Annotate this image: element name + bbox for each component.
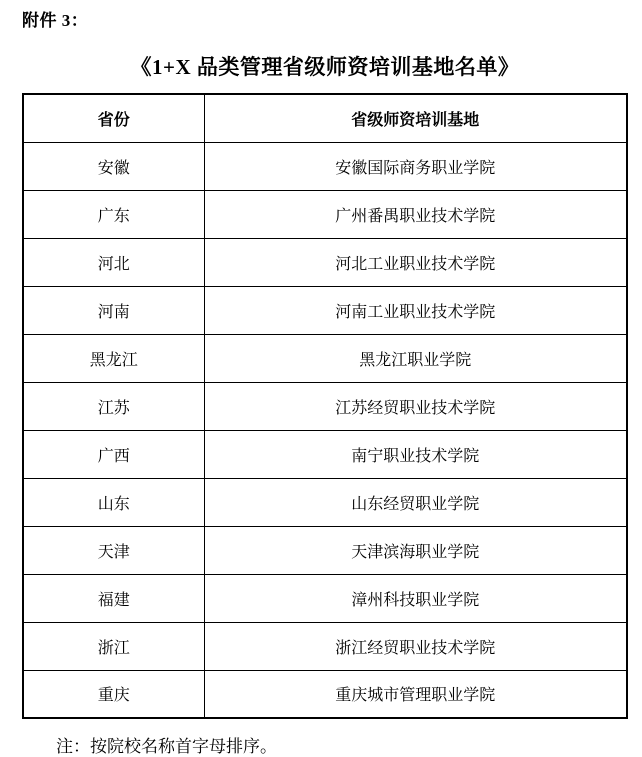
training-base-cell: 江苏经贸职业技术学院 — [204, 382, 627, 430]
province-cell: 重庆 — [23, 670, 204, 718]
training-base-cell: 河北工业职业技术学院 — [204, 238, 627, 286]
province-cell: 广西 — [23, 430, 204, 478]
table-row — [23, 334, 627, 382]
table-row — [23, 670, 627, 718]
province-cell: 黑龙江 — [23, 334, 204, 382]
province-cell: 浙江 — [23, 622, 204, 670]
training-base-cell: 河南工业职业技术学院 — [204, 286, 627, 334]
training-base-cell: 浙江经贸职业技术学院 — [204, 622, 627, 670]
province-cell: 广东 — [23, 190, 204, 238]
province-cell: 天津 — [23, 526, 204, 574]
page-title: 《1+X 品类管理省级师资培训基地名单》 — [130, 55, 520, 79]
table-row — [23, 382, 627, 430]
column-header-province: 省份 — [23, 94, 204, 142]
table-row — [23, 190, 627, 238]
table-body — [23, 142, 627, 718]
table-row — [23, 526, 627, 574]
province-cell: 山东 — [23, 478, 204, 526]
table-row — [23, 622, 627, 670]
table-header-row — [23, 94, 627, 142]
training-base-cell: 重庆城市管理职业学院 — [204, 670, 627, 718]
province-cell: 河南 — [23, 286, 204, 334]
footnote: 注：按院校名称首字母排序。 — [56, 737, 277, 756]
table-row — [23, 430, 627, 478]
training-base-cell: 南宁职业技术学院 — [204, 430, 627, 478]
table-row — [23, 286, 627, 334]
province-cell: 安徽 — [23, 142, 204, 190]
province-cell: 河北 — [23, 238, 204, 286]
training-base-table — [22, 93, 628, 719]
training-base-cell: 天津滨海职业学院 — [204, 526, 627, 574]
training-base-cell: 漳州科技职业学院 — [204, 574, 627, 622]
table-row — [23, 238, 627, 286]
training-base-cell: 广州番禺职业技术学院 — [204, 190, 627, 238]
province-cell: 福建 — [23, 574, 204, 622]
attachment-label: 附件 3： — [22, 11, 89, 30]
table-row — [23, 478, 627, 526]
training-base-cell: 黑龙江职业学院 — [204, 334, 627, 382]
table-row — [23, 574, 627, 622]
document-page — [22, 6, 628, 757]
province-cell: 江苏 — [23, 382, 204, 430]
training-base-cell: 安徽国际商务职业学院 — [204, 142, 627, 190]
table-row — [23, 142, 627, 190]
training-base-cell: 山东经贸职业学院 — [204, 478, 627, 526]
column-header-training-base: 省级师资培训基地 — [204, 94, 627, 142]
